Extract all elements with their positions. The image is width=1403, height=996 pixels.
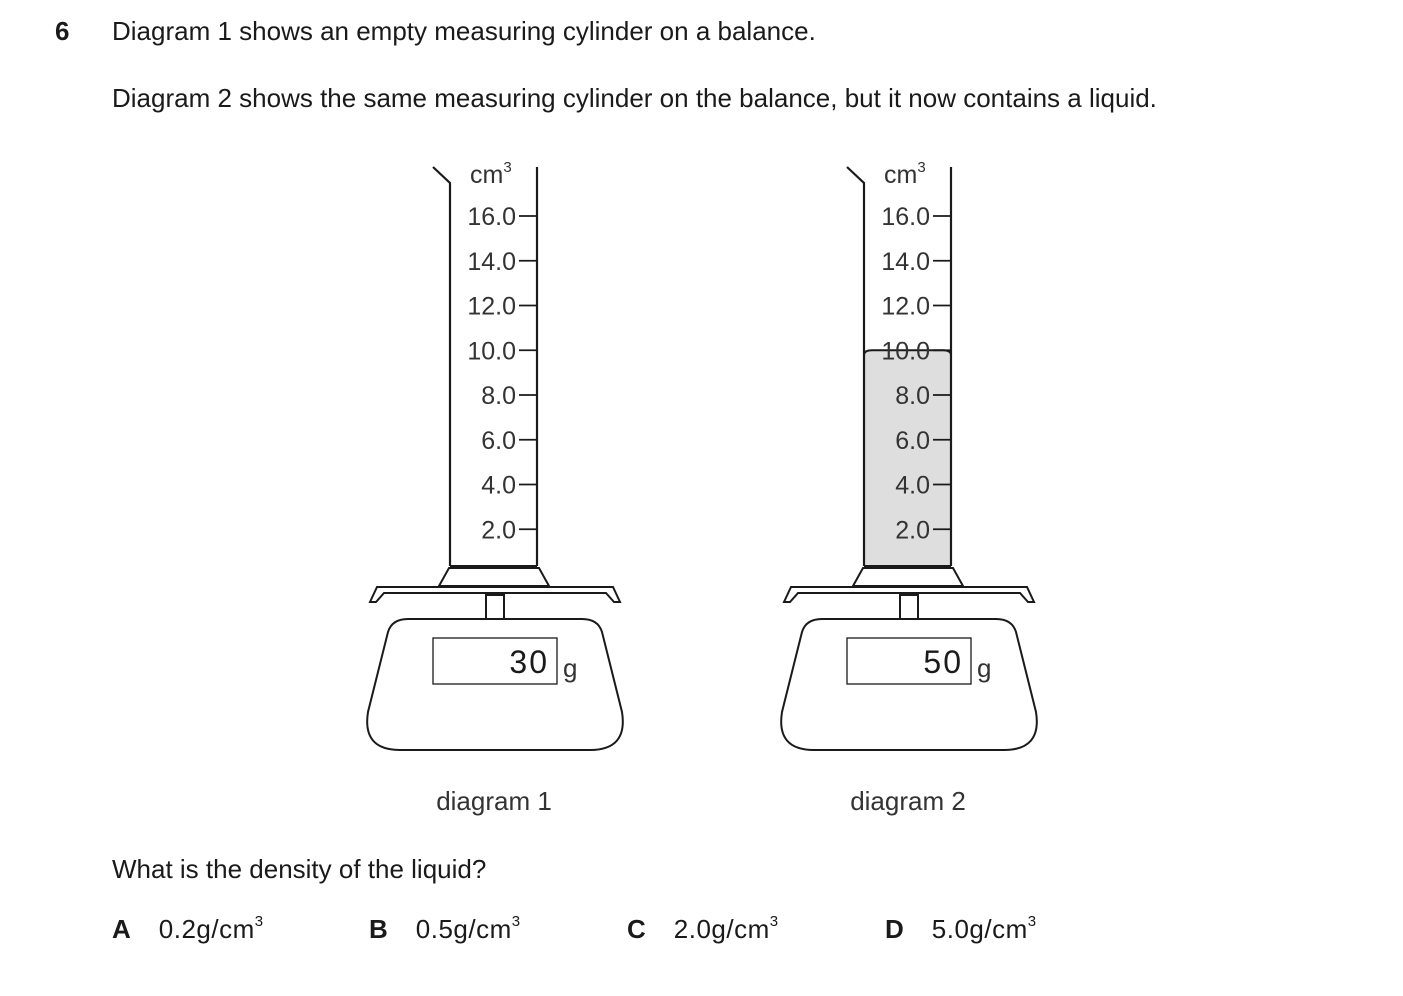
cylinder-base	[853, 568, 963, 586]
scale-label: 2.0	[895, 516, 930, 545]
cylinder-left-wall	[847, 167, 864, 566]
scale-label: 6.0	[481, 426, 516, 455]
diagram-1	[367, 159, 623, 816]
unit-label: $cm^3$	[884, 159, 926, 189]
scale-label: 16.0	[881, 203, 930, 231]
option-letter: C	[627, 914, 646, 944]
scale-label: 8.0	[481, 382, 516, 410]
option-b[interactable]	[369, 914, 521, 945]
pan-support	[486, 595, 504, 619]
scale-label: 10.0	[881, 337, 930, 366]
diagram-2	[781, 159, 1037, 816]
pan-support	[900, 595, 918, 619]
option-value: $0.5g/cm^3$	[415, 913, 521, 944]
display-unit: g	[563, 653, 578, 683]
unit-label: $cm^3$	[470, 159, 512, 189]
diagram-caption: diagram 1	[436, 786, 552, 816]
display-unit: g	[977, 653, 992, 683]
scale-label: 8.0	[895, 382, 930, 410]
option-letter: A	[112, 914, 131, 944]
option-value: $2.0g/cm^3$	[673, 913, 779, 944]
scale-label: 4.0	[895, 471, 930, 500]
display-reading: 30	[509, 644, 549, 680]
question-prompt: What is the density of the liquid?	[112, 854, 487, 884]
question-line-1: Diagram 1 shows an empty measuring cylinder on a balance.	[112, 16, 816, 46]
cylinder-left-wall	[433, 167, 450, 566]
option-letter: B	[369, 914, 388, 944]
scale-label: 12.0	[881, 292, 930, 321]
scale-label: 14.0	[881, 247, 930, 276]
scale-label: 10.0	[467, 337, 516, 366]
display-reading: 50	[923, 644, 963, 680]
option-letter: D	[885, 914, 904, 944]
scale-label: 2.0	[481, 516, 516, 545]
question-line-2: Diagram 2 shows the same measuring cylinder on the balance, but it now contains a liquid.	[112, 83, 1157, 113]
diagram-caption: diagram 2	[850, 786, 966, 816]
option-c[interactable]	[627, 914, 779, 945]
option-value: $0.2g/cm^3$	[158, 913, 264, 944]
scale-label: 12.0	[467, 292, 516, 321]
cylinder-base	[439, 568, 549, 586]
scale-label: 16.0	[467, 203, 516, 231]
option-d[interactable]	[885, 914, 1037, 945]
question-number: 6	[55, 16, 70, 46]
option-value: $5.0g/cm^3$	[931, 913, 1037, 944]
option-a[interactable]	[112, 914, 264, 945]
scale-label: 4.0	[481, 471, 516, 500]
scale-label: 6.0	[895, 426, 930, 455]
scale-label: 14.0	[467, 247, 516, 276]
